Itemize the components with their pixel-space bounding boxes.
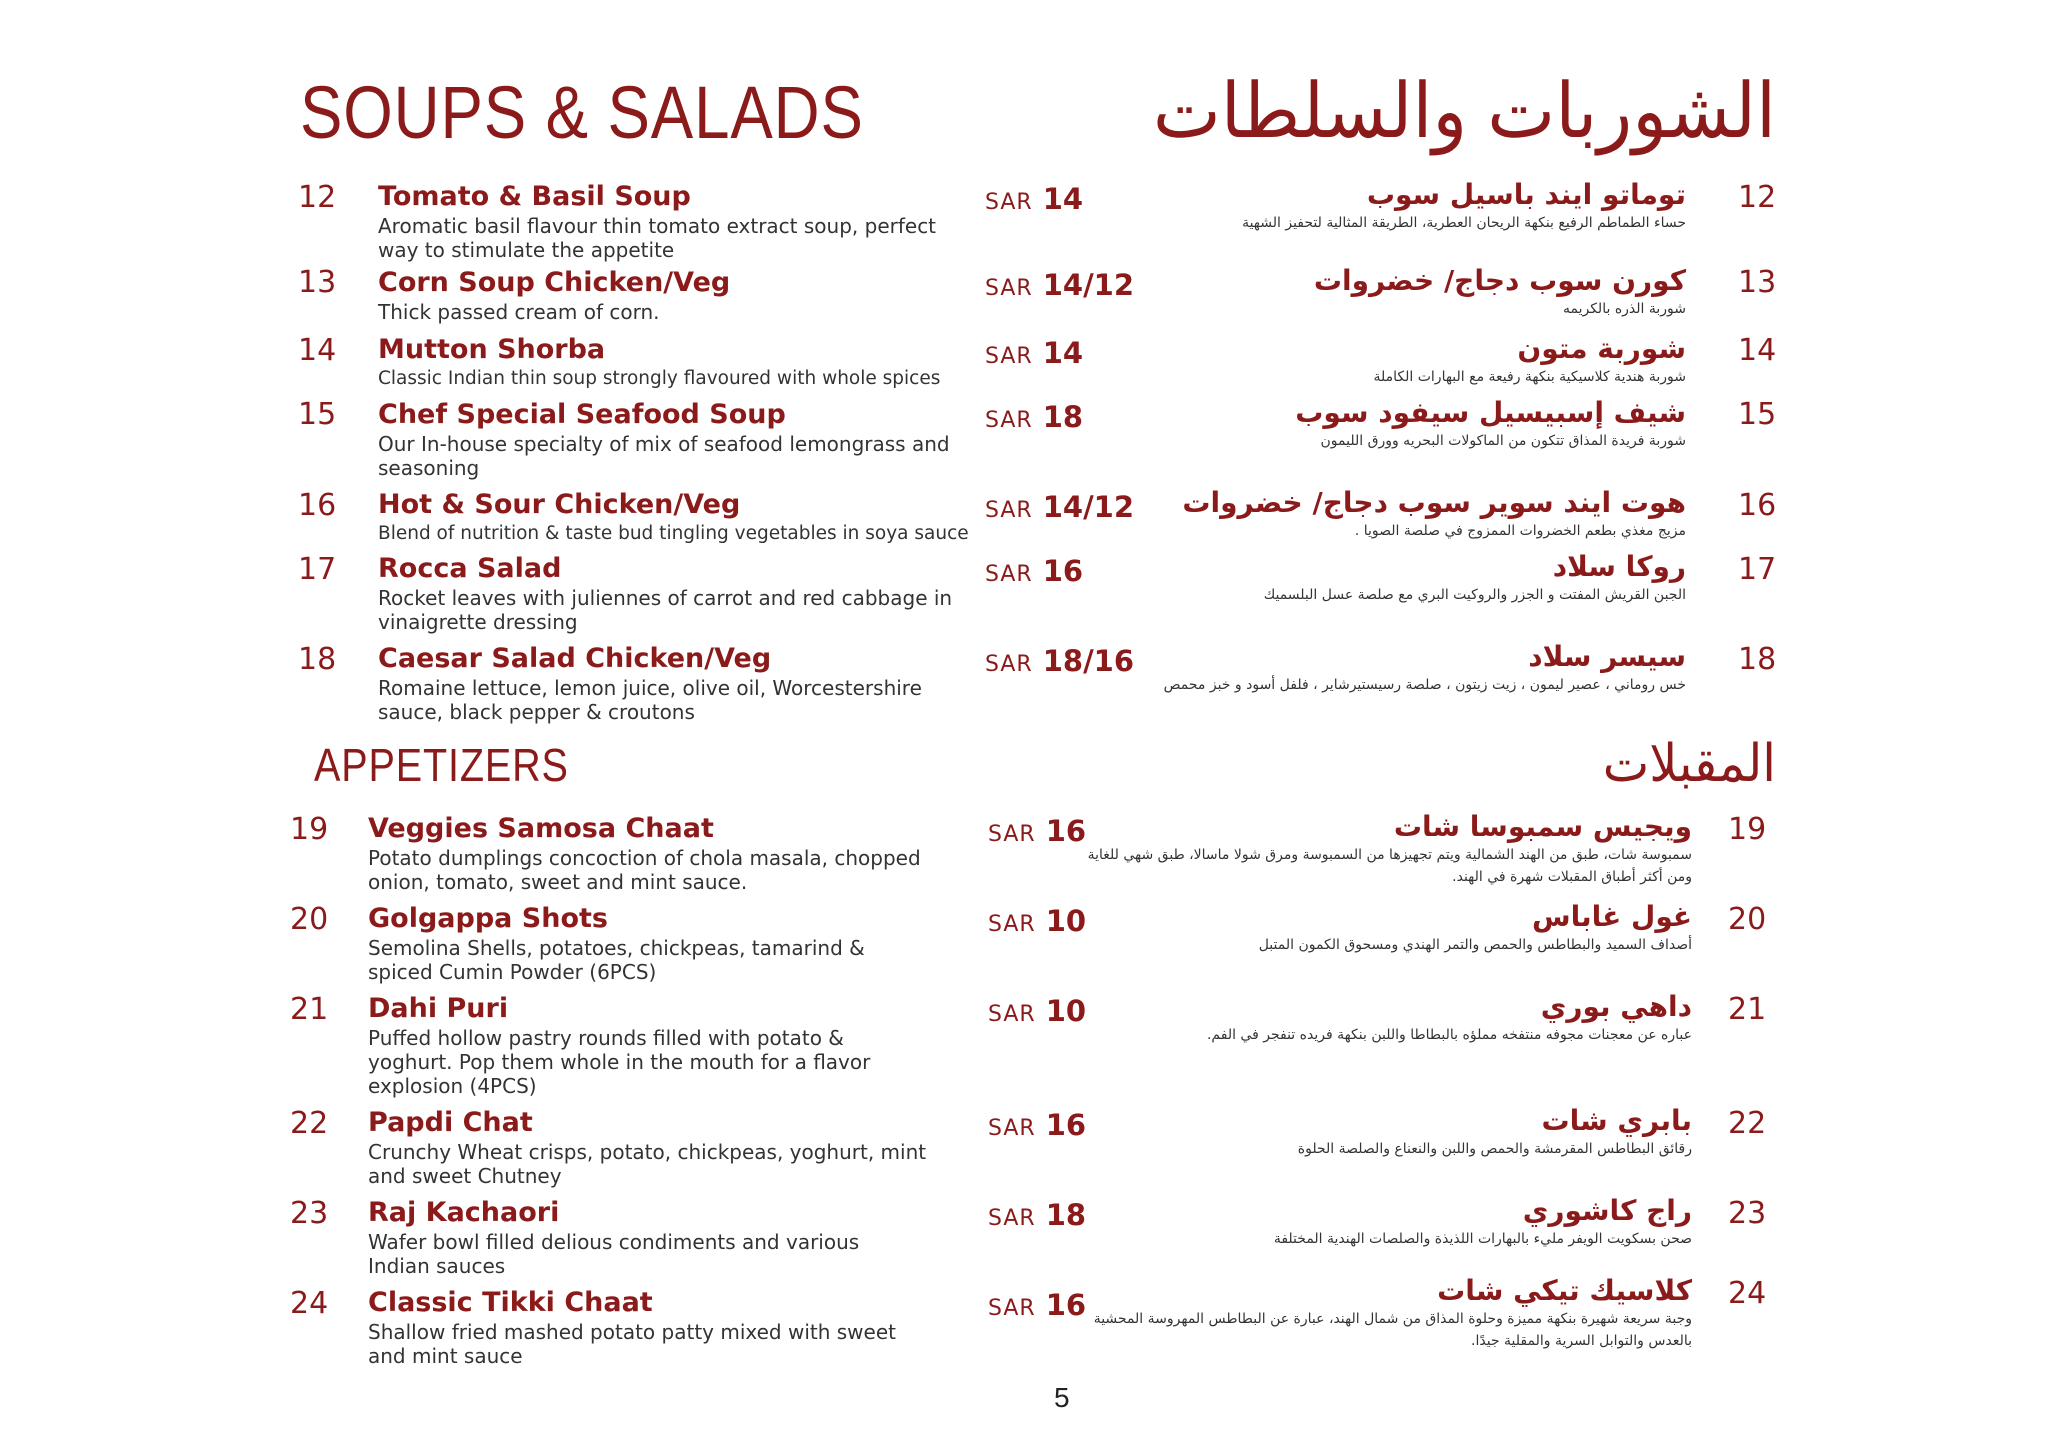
item-number: 23: [290, 1196, 329, 1231]
currency-label: SAR: [988, 822, 1036, 847]
menu-item-description: Blend of nutrition & taste bud tingling vegetables in soya sauce: [378, 523, 969, 544]
menu-item-name-arabic: داهي بوري: [1540, 990, 1692, 1023]
menu-item-name-arabic: هوت ايند سوير سوب دجاج/ خضروات: [1182, 486, 1686, 519]
currency-label: SAR: [985, 498, 1033, 523]
menu-item-description-arabic: حساء الطماطم الرفيع بنكهة الريحان العطرية، الطريقة المثالية لتحفيز الشهية: [1242, 215, 1686, 231]
menu-item-description: Wafer bowl filled delious condiments and various Indian sauces: [368, 1230, 860, 1278]
menu-item-name-arabic: كلاسيك تيكي شات: [1437, 1274, 1692, 1307]
menu-item-price: [985, 182, 1083, 216]
menu-item-price: [985, 400, 1083, 434]
currency-label: SAR: [988, 1206, 1036, 1231]
item-number-arabic-side: 13: [1738, 265, 1777, 300]
menu-item: [368, 812, 1028, 894]
menu-item-arabic: [1066, 486, 1686, 542]
menu-item: [378, 266, 1038, 324]
menu-item-name-arabic: بابري شات: [1541, 1104, 1692, 1137]
price-value: 16: [1042, 554, 1084, 588]
price-value: 14/12: [1042, 268, 1135, 302]
menu-item-description: Puffed hollow pastry rounds filled with potato & yoghurt. Pop them whole in the mouth for a flavor explosion (4PCS): [368, 1026, 871, 1098]
soups-salads-heading: SOUPS & SALADS: [300, 71, 864, 154]
menu-item-price: [985, 268, 1134, 302]
item-number: 18: [298, 642, 337, 677]
menu-item-description-arabic: شوربة فريدة المذاق تتكون من الماكولات البحريه وورق الليمون: [1320, 433, 1686, 449]
menu-item-price: [988, 1108, 1086, 1142]
menu-item: [378, 333, 1038, 391]
menu-item-description-arabic: خس روماني ، عصير ليمون ، زيت زيتون ، صلصة رسيستيرشاير ، فلفل أسود و خبز محمص: [1163, 677, 1686, 693]
menu-item-name: Chef Special Seafood Soup: [378, 399, 786, 430]
item-number: 21: [290, 992, 329, 1027]
menu-item-description: Our In-house specialty of mix of seafood lemongrass and seasoning: [378, 432, 950, 480]
menu-item-price: [988, 1198, 1086, 1232]
menu-item-description: Aromatic basil flavour thin tomato extract soup, perfect way to stimulate the appetite: [378, 214, 937, 262]
item-number: 15: [298, 397, 337, 432]
currency-label: SAR: [985, 344, 1033, 369]
item-number-arabic-side: 15: [1738, 397, 1777, 432]
item-number-arabic-side: 14: [1738, 333, 1777, 368]
soups-salads-heading-arabic: الشوربات والسلطات: [1152, 69, 1776, 154]
menu-item-description: Semolina Shells, potatoes, chickpeas, tamarind & spiced Cumin Powder (6PCS): [368, 936, 865, 984]
price-value: 14: [1042, 182, 1084, 216]
menu-item-arabic: [1082, 990, 1692, 1046]
price-value: 18: [1045, 1198, 1087, 1232]
currency-label: SAR: [985, 408, 1033, 433]
menu-item: [378, 642, 1038, 724]
item-number: 16: [298, 488, 337, 523]
menu-item-description: Crunchy Wheat crisps, potato, chickpeas, yoghurt, mint and sweet Chutney: [368, 1140, 927, 1188]
menu-item-name-arabic: ويجيس سمبوسا شات: [1393, 810, 1692, 843]
menu-item-name-arabic: شوربة متون: [1517, 332, 1686, 365]
menu-item-name: Hot & Sour Chicken/Veg: [378, 489, 741, 520]
item-number-arabic-side: 16: [1738, 488, 1777, 523]
currency-label: SAR: [985, 276, 1033, 301]
menu-item-description: Classic Indian thin soup strongly flavoured with whole spices: [378, 368, 941, 389]
menu-item-name: Veggies Samosa Chaat: [368, 813, 714, 844]
menu-item-arabic: [1046, 640, 1686, 696]
menu-item-name-arabic: شيف إسبيسيل سيفود سوب: [1295, 396, 1686, 429]
item-number-arabic-side: 18: [1738, 642, 1777, 677]
menu-item-name: Mutton Shorba: [378, 334, 606, 365]
menu-item-price: [988, 904, 1086, 938]
currency-label: SAR: [985, 190, 1033, 215]
menu-item-description-arabic: عباره عن معجنات مجوفه منتفخه مملؤه بالبطاطا واللبن بنكهة فريده تنفجر في الفم.: [1206, 1027, 1692, 1043]
menu-item-description-arabic: رقائق البطاطس المقرمشة والحمص واللبن والنعناع والصلصة الحلوة: [1297, 1141, 1692, 1157]
price-value: 16: [1045, 1288, 1087, 1322]
item-number-arabic-side: 20: [1728, 902, 1767, 937]
currency-label: SAR: [988, 1002, 1036, 1027]
menu-item-arabic: [1066, 550, 1686, 606]
menu-item-description-arabic: سمبوسة شات، طبق من الهند الشمالية ويتم تجهيزها من السمبوسة ومرق شولا ماسالا، طبق شهي للغاية ومن أكثر أطباق المقبلات شهرة في الهند.: [1087, 847, 1692, 885]
currency-label: SAR: [988, 1296, 1036, 1321]
menu-item-description: Rocket leaves with juliennes of carrot and red cabbage in vinaigrette dressing: [378, 586, 953, 634]
price-value: 10: [1045, 994, 1087, 1028]
item-number: 17: [298, 552, 337, 587]
menu-item-description: Romaine lettuce, lemon juice, olive oil, Worcestershire sauce, black pepper & croutons: [378, 676, 922, 724]
menu-item-arabic: [1126, 264, 1686, 320]
menu-item: [368, 902, 1028, 984]
menu-item-name: Rocca Salad: [378, 553, 562, 584]
menu-item-description-arabic: مزيج مغذي بطعم الخضروات الممزوج في صلصة الصويا .: [1354, 523, 1686, 539]
menu-item: [378, 488, 1038, 546]
item-number-arabic-side: 21: [1728, 992, 1767, 1027]
menu-item-description: Thick passed cream of corn.: [378, 300, 660, 324]
price-value: 14: [1042, 336, 1084, 370]
item-number-arabic-side: 17: [1738, 552, 1777, 587]
menu-item-arabic: [1082, 1274, 1692, 1352]
menu-item-description-arabic: أصداف السميد والبطاطس والحمص والتمر الهندي ومسحوق الكمون المتبل: [1258, 937, 1692, 953]
menu-item-name-arabic: سيسر سلاد: [1528, 640, 1686, 673]
menu-item: [368, 1106, 1028, 1188]
currency-label: SAR: [985, 562, 1033, 587]
item-number: 14: [298, 333, 337, 368]
menu-item-name-arabic: روكا سلاد: [1552, 550, 1686, 583]
menu-item-name: Dahi Puri: [368, 993, 509, 1024]
menu-item-description-arabic: صحن بسكويت الويفر مليء بالبهارات اللذيذة والصلصات الهندية المختلفة: [1273, 1231, 1692, 1247]
menu-item-description-arabic: شوربة هندية كلاسيكية بنكهة رفيعة مع البهارات الكاملة: [1373, 369, 1686, 385]
menu-item-price: [985, 336, 1083, 370]
menu-item: [368, 992, 1028, 1098]
currency-label: SAR: [985, 652, 1033, 677]
item-number: 22: [290, 1106, 329, 1141]
menu-item: [378, 552, 1038, 634]
menu-item-description-arabic: وجبة سريعة شهيرة بنكهة مميزة وحلوة المذاق من شمال الهند، عبارة عن البطاطس المهروسة المحشية بالعدس والتوابل السرية والمقلية جيدًا.: [1093, 1311, 1692, 1349]
menu-item: [368, 1196, 1028, 1278]
price-value: 16: [1045, 814, 1087, 848]
currency-label: SAR: [988, 912, 1036, 937]
menu-item-name-arabic: راج كاشوري: [1522, 1194, 1692, 1227]
menu-item-arabic: [1126, 178, 1686, 234]
menu-item-arabic: [1082, 900, 1692, 956]
menu-item-name: Corn Soup Chicken/Veg: [378, 267, 731, 298]
menu-item-arabic: [1082, 810, 1692, 888]
menu-item-arabic: [1126, 396, 1686, 452]
menu-item-name: Golgappa Shots: [368, 903, 608, 934]
price-value: 18/16: [1042, 644, 1135, 678]
menu-item-name-arabic: غول غاباس: [1531, 900, 1692, 933]
item-number-arabic-side: 22: [1728, 1106, 1767, 1141]
item-number: 20: [290, 902, 329, 937]
price-value: 18: [1042, 400, 1084, 434]
menu-item-price: [988, 1288, 1086, 1322]
menu-item-name: Raj Kachaori: [368, 1197, 560, 1228]
menu-item: [378, 398, 1038, 480]
menu-item-description: Potato dumplings concoction of chola masala, chopped onion, tomato, sweet and mint sauce.: [368, 846, 921, 894]
menu-item-name-arabic: كورن سوب دجاج/ خضروات: [1313, 264, 1686, 297]
item-number-arabic-side: 12: [1738, 180, 1777, 215]
page-number: 5: [1054, 1382, 1070, 1413]
menu-item-price: [988, 814, 1086, 848]
price-value: 14/12: [1042, 490, 1135, 524]
menu-item-description: Shallow fried mashed potato patty mixed with sweet and mint sauce: [368, 1320, 896, 1368]
item-number-arabic-side: 19: [1728, 812, 1767, 847]
menu-item-arabic: [1082, 1104, 1692, 1160]
item-number: 13: [298, 265, 337, 300]
price-value: 16: [1045, 1108, 1087, 1142]
currency-label: SAR: [988, 1116, 1036, 1141]
item-number: 24: [290, 1286, 329, 1321]
menu-item: [378, 180, 1038, 262]
menu-item: [368, 1286, 1028, 1368]
menu-item-arabic: [1082, 1194, 1692, 1250]
item-number: 12: [298, 180, 337, 215]
menu-item-name: Caesar Salad Chicken/Veg: [378, 643, 772, 674]
menu-item-name: Classic Tikki Chaat: [368, 1287, 653, 1318]
price-value: 10: [1045, 904, 1087, 938]
appetizers-heading: APPETIZERS: [314, 739, 569, 791]
item-number-arabic-side: 24: [1728, 1276, 1767, 1311]
menu-item-name-arabic: توماتو ايند باسيل سوب: [1366, 178, 1686, 211]
menu-item-description-arabic: شوربة الذره بالكريمه: [1562, 301, 1686, 317]
item-number: 19: [290, 812, 329, 847]
menu-item-arabic: [1126, 332, 1686, 388]
appetizers-heading-arabic: المقبلات: [1602, 735, 1776, 793]
menu-item-name: Tomato & Basil Soup: [378, 181, 691, 212]
item-number-arabic-side: 23: [1728, 1196, 1767, 1231]
menu-item-price: [988, 994, 1086, 1028]
menu-item-name: Papdi Chat: [368, 1107, 533, 1138]
menu-item-description-arabic: الجبن القريش المفتت و الجزر والروكيت البري مع صلصة عسل البلسميك: [1263, 587, 1686, 603]
